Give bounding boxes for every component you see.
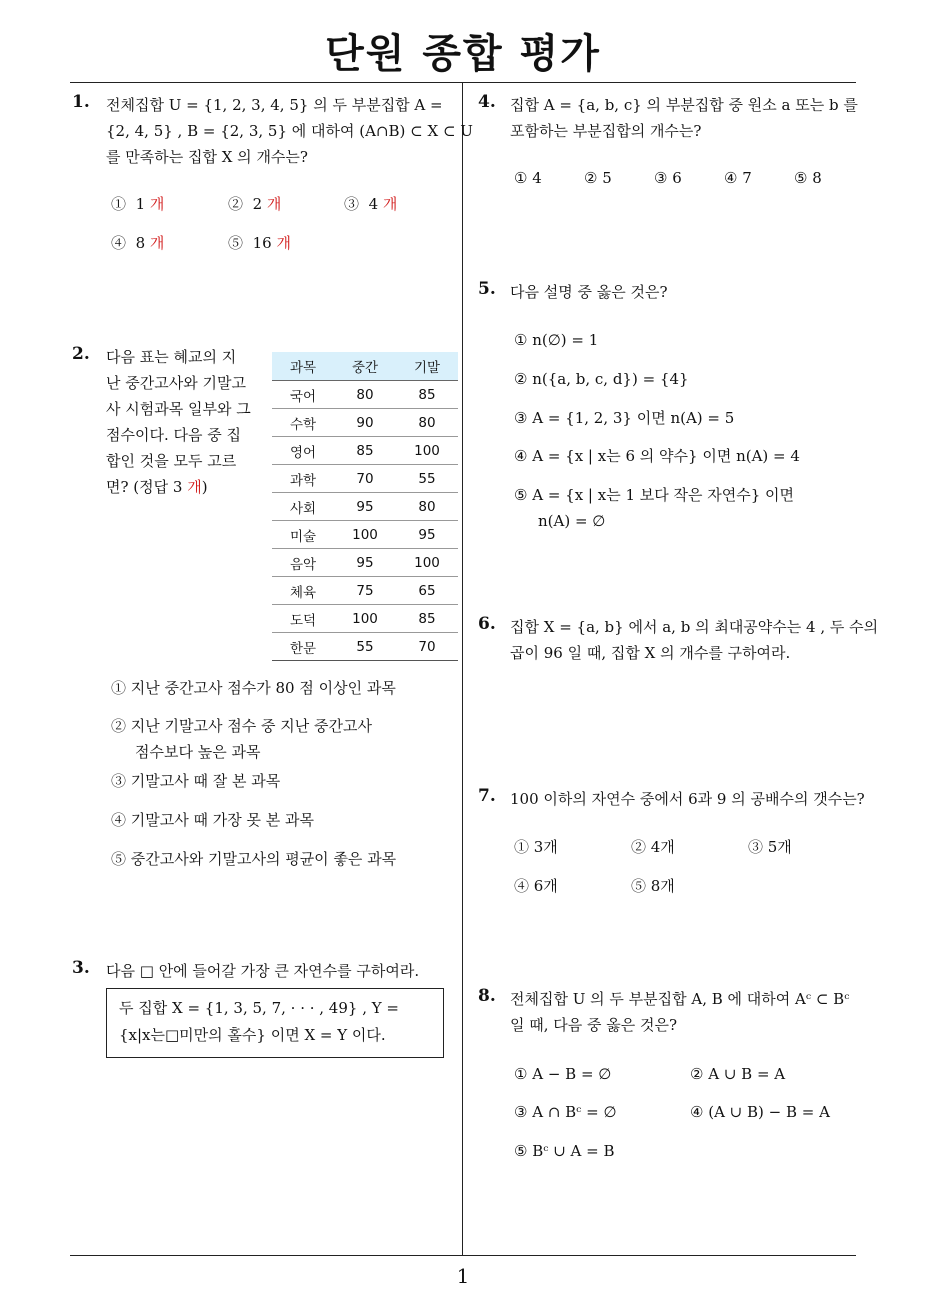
question-1-option-3[interactable] bbox=[344, 192, 397, 216]
option-mark: ⑤ bbox=[228, 234, 244, 252]
table-row bbox=[272, 437, 458, 465]
question-2-line-1: 다음 표는 혜교의 지 bbox=[106, 348, 237, 366]
table-cell: 미술 bbox=[272, 521, 334, 549]
question-1-option-5[interactable] bbox=[228, 231, 291, 255]
table-cell: 55 bbox=[396, 465, 458, 493]
table-row bbox=[272, 605, 458, 633]
question-5-option-5[interactable]: ⑤ A = {x | x는 1 보다 작은 자연수} 이면 bbox=[514, 486, 795, 504]
question-1-line-2: {2, 4, 5} , B = {2, 3, 5} 에 대하여 (A∩B) ⊂ X ⊂ U bbox=[106, 122, 473, 140]
score-table bbox=[272, 352, 458, 661]
option-unit: 개 bbox=[266, 195, 282, 213]
table-row bbox=[272, 409, 458, 437]
table-cell: 95 bbox=[396, 521, 458, 549]
question-1-line-1: 전체집합 U = {1, 2, 3, 4, 5} 의 두 부분집합 A = bbox=[106, 96, 443, 114]
question-1-text bbox=[106, 92, 473, 170]
question-5-option-1[interactable]: ① n(∅) = 1 bbox=[514, 331, 599, 349]
question-2-text bbox=[106, 344, 256, 500]
option-unit: 개 bbox=[149, 195, 165, 213]
page-number: 1 bbox=[456, 1264, 470, 1288]
table-row bbox=[272, 633, 458, 661]
table-cell: 100 bbox=[334, 605, 396, 633]
question-7-option-2[interactable]: ② 4개 bbox=[631, 838, 675, 856]
table-header: 중간 bbox=[334, 352, 396, 381]
question-3-box-line-1: 두 집합 X = {1, 3, 5, 7, · · · , 49} , Y = bbox=[119, 999, 399, 1017]
table-cell: 80 bbox=[334, 381, 396, 409]
question-1-option-4[interactable] bbox=[111, 231, 164, 255]
table-header-row bbox=[272, 352, 458, 381]
question-5-option-4[interactable]: ④ A = {x | x는 6 의 약수} 이면 n(A) = 4 bbox=[514, 447, 800, 465]
question-8-number: 8. bbox=[478, 986, 496, 1006]
question-6-number: 6. bbox=[478, 614, 496, 634]
question-3-box-line-2: {x|x는□미만의 홀수} 이면 X = Y 이다. bbox=[119, 1026, 386, 1044]
option-unit: 개 bbox=[382, 195, 398, 213]
table-cell: 55 bbox=[334, 633, 396, 661]
table-cell: 사회 bbox=[272, 493, 334, 521]
table-header: 과목 bbox=[272, 352, 334, 381]
question-2-line-2: 난 중간고사와 기말고 bbox=[106, 374, 246, 392]
table-row bbox=[272, 549, 458, 577]
option-value: 16 bbox=[252, 234, 272, 252]
table-row bbox=[272, 493, 458, 521]
question-2-option-2-cont[interactable]: 점수보다 높은 과목 bbox=[135, 743, 261, 761]
question-8-option-1[interactable]: ① A − B = ∅ bbox=[514, 1065, 612, 1083]
question-5-number: 5. bbox=[478, 279, 496, 299]
option-mark: ③ bbox=[344, 195, 360, 213]
question-4-number: 4. bbox=[478, 92, 496, 112]
table-cell: 100 bbox=[396, 549, 458, 577]
table-cell: 한문 bbox=[272, 633, 334, 661]
table-cell: 수학 bbox=[272, 409, 334, 437]
question-6-line-1: 집합 X = {a, b} 에서 a, b 의 최대공약수는 4 , 두 수의 bbox=[510, 618, 879, 636]
question-4-option-5[interactable]: ⑤ 8 bbox=[794, 169, 822, 187]
option-mark: ② bbox=[228, 195, 244, 213]
table-cell: 65 bbox=[396, 577, 458, 605]
question-2-option-5[interactable]: ⑤ 중간고사와 기말고사의 평균이 좋은 과목 bbox=[111, 850, 397, 868]
table-cell: 90 bbox=[334, 409, 396, 437]
question-8-text bbox=[510, 986, 849, 1038]
question-7-option-3[interactable]: ③ 5개 bbox=[748, 838, 792, 856]
table-row bbox=[272, 577, 458, 605]
table-cell: 도덕 bbox=[272, 605, 334, 633]
option-mark: ① bbox=[111, 195, 127, 213]
option-value: 8 bbox=[135, 234, 146, 252]
question-3-box bbox=[106, 988, 444, 1058]
question-2-line-6 bbox=[106, 474, 256, 500]
table-cell: 100 bbox=[396, 437, 458, 465]
answer-hint-post: ) bbox=[201, 478, 208, 496]
table-cell: 영어 bbox=[272, 437, 334, 465]
table-row bbox=[272, 521, 458, 549]
question-8-option-5[interactable]: ⑤ Bᶜ ∪ A = B bbox=[514, 1142, 615, 1160]
table-cell: 과학 bbox=[272, 465, 334, 493]
question-8-option-4[interactable]: ④ (A ∪ B) − B = A bbox=[690, 1103, 830, 1121]
table-cell: 체육 bbox=[272, 577, 334, 605]
question-8-option-3[interactable]: ③ A ∩ Bᶜ = ∅ bbox=[514, 1103, 617, 1121]
table-row bbox=[272, 465, 458, 493]
question-2-line-3: 사 시험과목 일부와 그 bbox=[106, 400, 251, 418]
table-cell: 85 bbox=[396, 381, 458, 409]
question-7-number: 7. bbox=[478, 786, 496, 806]
question-4-line-1: 집합 A = {a, b, c} 의 부분집합 중 원소 a 또는 b 를 bbox=[510, 96, 858, 114]
question-5-option-5-cont[interactable]: n(A) = ∅ bbox=[538, 512, 606, 530]
question-6-line-2: 곱이 96 일 때, 집합 X 의 개수를 구하여라. bbox=[510, 644, 791, 662]
option-unit: 개 bbox=[149, 234, 165, 252]
bottom-divider bbox=[70, 1255, 856, 1256]
option-unit: 개 bbox=[276, 234, 291, 252]
question-5-option-3[interactable]: ③ A = {1, 2, 3} 이면 n(A) = 5 bbox=[514, 409, 735, 427]
table-cell: 85 bbox=[334, 437, 396, 465]
question-4-option-3[interactable]: ③ 6 bbox=[654, 169, 682, 187]
question-2-option-4[interactable]: ④ 기말고사 때 가장 못 본 과목 bbox=[111, 811, 314, 829]
option-mark: ④ bbox=[111, 234, 127, 252]
table-cell: 국어 bbox=[272, 381, 334, 409]
table-cell: 75 bbox=[334, 577, 396, 605]
column-divider bbox=[462, 82, 463, 1255]
question-8-line-2: 일 때, 다음 중 옳은 것은? bbox=[510, 1016, 678, 1034]
table-cell: 85 bbox=[396, 605, 458, 633]
table-cell: 70 bbox=[334, 465, 396, 493]
question-7-option-1[interactable]: ① 3개 bbox=[514, 838, 558, 856]
option-value: 1 bbox=[135, 195, 146, 213]
question-1-option-2[interactable] bbox=[228, 192, 281, 216]
question-4-text bbox=[510, 92, 858, 144]
question-4-option-4[interactable]: ④ 7 bbox=[724, 169, 752, 187]
option-value: 2 bbox=[252, 195, 263, 213]
table-cell: 80 bbox=[396, 409, 458, 437]
question-1-number: 1. bbox=[72, 92, 90, 112]
question-8-option-2[interactable]: ② A ∪ B = A bbox=[690, 1065, 786, 1083]
table-cell: 80 bbox=[396, 493, 458, 521]
question-6-text bbox=[510, 614, 878, 666]
table-cell: 95 bbox=[334, 549, 396, 577]
question-4-line-2: 포함하는 부분집합의 개수는? bbox=[510, 122, 702, 140]
question-4-option-1[interactable]: ① 4 bbox=[514, 169, 542, 187]
question-2-option-3[interactable]: ③ 기말고사 때 잘 본 과목 bbox=[111, 772, 281, 790]
table-cell: 95 bbox=[334, 493, 396, 521]
question-7-text: 100 이하의 자연수 중에서 6과 9 의 공배수의 갯수는? bbox=[510, 790, 865, 808]
answer-hint-pre: 면? (정답 3 bbox=[106, 478, 188, 496]
top-divider bbox=[70, 82, 856, 83]
question-5-text: 다음 설명 중 옳은 것은? bbox=[510, 283, 668, 301]
option-value: 4 bbox=[368, 195, 379, 213]
question-8-line-1: 전체집합 U 의 두 부분집합 A, B 에 대하여 Aᶜ ⊂ Bᶜ bbox=[510, 990, 850, 1008]
question-2-line-5: 합인 것을 모두 고르 bbox=[106, 452, 237, 470]
question-7-option-4[interactable]: ④ 6개 bbox=[514, 877, 558, 895]
question-2-line-4: 점수이다. 다음 중 집 bbox=[106, 426, 241, 444]
question-2-number: 2. bbox=[72, 344, 90, 364]
question-3-text: 다음 □ 안에 들어갈 가장 큰 자연수를 구하여라. bbox=[106, 962, 420, 980]
question-1-line-3: 를 만족하는 집합 X 의 개수는? bbox=[106, 148, 308, 166]
question-1-option-1[interactable] bbox=[111, 192, 164, 216]
page-title: 단원 종합 평가 bbox=[325, 31, 601, 77]
table-header: 기말 bbox=[396, 352, 458, 381]
answer-hint-unit: 개 bbox=[187, 478, 202, 496]
question-2-option-1[interactable]: ① 지난 중간고사 점수가 80 점 이상인 과목 bbox=[111, 679, 396, 697]
question-3-number: 3. bbox=[72, 958, 90, 978]
question-2-option-2[interactable]: ② 지난 기말고사 점수 중 지난 중간고사 bbox=[111, 717, 372, 735]
table-cell: 70 bbox=[396, 633, 458, 661]
table-cell: 100 bbox=[334, 521, 396, 549]
table-row bbox=[272, 381, 458, 409]
question-5-option-2[interactable]: ② n({a, b, c, d}) = {4} bbox=[514, 370, 689, 388]
question-7-option-5[interactable]: ⑤ 8개 bbox=[631, 877, 675, 895]
table-cell: 음악 bbox=[272, 549, 334, 577]
question-4-option-2[interactable]: ② 5 bbox=[584, 169, 612, 187]
